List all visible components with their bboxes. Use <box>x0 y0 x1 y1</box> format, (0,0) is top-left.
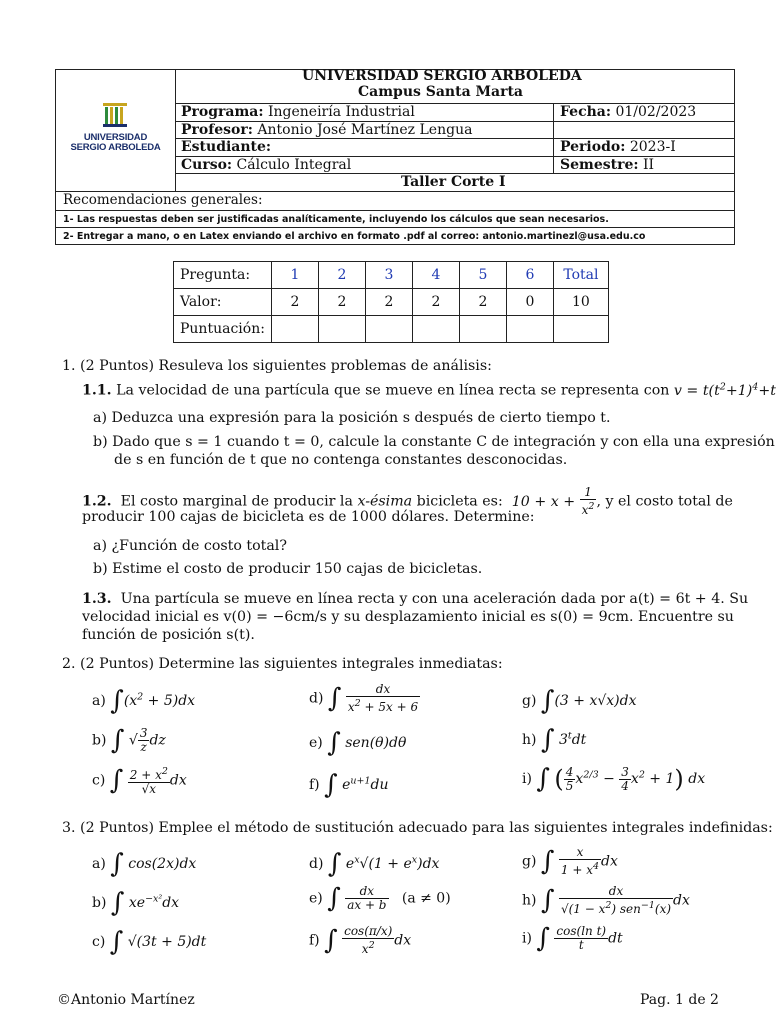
p12-text3: , y el costo total de <box>596 493 733 510</box>
question-number: 4 <box>412 262 459 289</box>
taller-title: Taller Corte I <box>401 174 506 190</box>
q2-item-g: g) ∫(3 + x√x)dx <box>522 686 637 716</box>
value-cell: 0 <box>506 289 553 316</box>
q3-item-g: g) ∫ $\frac{x}{1 + x^4}$ dx <box>522 845 618 877</box>
estudiante-label: Estudiante: <box>181 139 272 155</box>
fecha-label: Fecha: <box>560 104 612 120</box>
q3-intro: 3. (2 Puntos) Emplee el método de sustitución adecuado para las siguientes integrales indefinidas: <box>62 820 773 836</box>
q3-item-c: c) ∫ √(3t + 5)dt <box>92 927 207 957</box>
score-cell[interactable] <box>271 316 318 343</box>
p11-b2: de s en función de t que no contenga constantes desconocidas. <box>114 452 568 468</box>
p11-formula: $v = t(t^2+1)^4+t$ <box>673 381 776 399</box>
q3-item-d: d) ∫ $e^x√(1 + e^x)dx$ <box>309 849 440 879</box>
university-name: UNIVERSIDAD SERGIO ARBOLEDA <box>302 68 582 84</box>
p12-text2: bicicleta es: <box>416 493 503 510</box>
q2-item-h: h) ∫ 3$^t$dt <box>522 725 587 755</box>
value-cell: 2 <box>365 289 412 316</box>
question-number: 1 <box>271 262 318 289</box>
logo-text-line1: UNIVERSIDAD <box>83 132 148 143</box>
p11-label: 1.1. <box>82 382 112 399</box>
value-cell: 2 <box>459 289 506 316</box>
curso-value: Cálculo Integral <box>236 157 352 173</box>
q2-item-b: b) ∫ √ $\frac{3}{z}$ dz <box>92 725 166 756</box>
value-cell: 2 <box>271 289 318 316</box>
q2-item-e: e) ∫ sen(θ)dθ <box>309 728 407 758</box>
score-cell[interactable] <box>459 316 506 343</box>
profesor-value: Antonio José Martínez Lengua <box>257 122 473 138</box>
q2-item-i: i) ∫ ( $\frac{4}{5}$ $x^{2/3}$ − $\frac{3}{4}$ $x^2 + 1$) dx <box>522 764 706 794</box>
q1-intro: 1. (2 Puntos) Resuleva los siguientes problemas de análisis: <box>62 358 492 374</box>
logo-text-line2: SERGIO ARBOLEDA <box>70 142 161 153</box>
q3-e-condition: (a ≠ 0) <box>401 890 451 907</box>
periodo-label: Periodo: <box>560 139 626 155</box>
row-label: Puntuación: <box>174 316 272 343</box>
score-table <box>173 261 609 343</box>
p12-line2: producir 100 cajas de bicicleta es de 1000 dólares. Determine: <box>82 509 535 525</box>
question-number: 3 <box>365 262 412 289</box>
score-cell[interactable] <box>412 316 459 343</box>
q3-item-f: f) ∫ $\frac{\cos(\pi/x)}{x^2}$ dx <box>309 924 412 956</box>
table-row <box>174 289 609 316</box>
score-cell[interactable] <box>506 316 553 343</box>
row-label: Pregunta: <box>174 262 272 289</box>
semestre-label: Semestre: <box>560 157 639 173</box>
q3-item-h: h) ∫ $\frac{dx}{√(1 - x^2) sen^{-1}(x)}$ dx <box>522 884 690 916</box>
q3-item-e: e) ∫ $\frac{dx}{ax + b}$ (a ≠ 0) <box>309 883 451 914</box>
q3-item-b: b) ∫ $xe^{-x^2}dx$ <box>92 888 180 918</box>
recommendation-2: 2- Entregar a mano, o en Latex enviando el archivo en formato .pdf al correo: antonio.martinezl@usa.edu.co <box>63 231 646 242</box>
fecha-value: 01/02/2023 <box>615 104 697 120</box>
recommendation-1: 1- Las respuestas deben ser justificadas analíticamente, incluyendo los cálculos que sean necesarios. <box>63 214 609 225</box>
q2-item-c: c) ∫ $\frac{2 + x^2}{√x}$ dx <box>92 765 187 796</box>
p13-line3: función de posición s(t). <box>82 627 255 643</box>
p12-xesima: x-ésima <box>357 493 413 510</box>
q2-item-f: f) ∫ $e^{u+1}du$ <box>309 770 389 800</box>
header-table <box>55 69 735 245</box>
question-number: 2 <box>318 262 365 289</box>
university-shield-icon <box>102 102 128 130</box>
value-cell: 2 <box>318 289 365 316</box>
q3-item-a: a) ∫ cos(2x)dx <box>92 849 197 879</box>
p12-a: a) ¿Función de costo total? <box>93 538 287 554</box>
q2-item-a: a) $\int(x^2 + 5)dx$ <box>92 686 196 716</box>
semestre-value: II <box>643 157 655 173</box>
p13-line2: velocidad inicial es v(0) = −6cm/s y su desplazamiento inicial es s(0) = 9cm. Encuentre su <box>82 609 734 625</box>
table-row <box>174 316 609 343</box>
question-number: 6 <box>506 262 553 289</box>
value-cell: 2 <box>412 289 459 316</box>
p12-text1: El costo marginal de producir la <box>120 493 353 510</box>
p11-a: a) Deduzca una expresión para la posición s después de cierto tiempo t. <box>93 410 611 426</box>
value-cell: 10 <box>553 289 608 316</box>
p11-text: La velocidad de una partícula que se mueve en línea recta se representa con <box>116 382 670 399</box>
footer-page-number: Pag. 1 de 2 <box>640 992 719 1008</box>
university-logo <box>56 70 176 191</box>
row-label: Valor: <box>174 289 272 316</box>
programa-value: Ingeneiría Industrial <box>267 104 415 120</box>
score-cell[interactable] <box>365 316 412 343</box>
p11-b1: b) Dado que s = 1 cuando t = 0, calcule la constante C de integración y con ella una expresión <box>93 434 775 450</box>
q2-intro: 2. (2 Puntos) Determine las siguientes integrales inmediatas: <box>62 656 503 672</box>
curso-label: Curso: <box>181 157 233 173</box>
table-row <box>174 262 609 289</box>
score-cell[interactable] <box>318 316 365 343</box>
periodo-value: 2023-I <box>629 139 676 155</box>
recommendations-title: Recomendaciones generales: <box>63 192 263 208</box>
p12-b: b) Estime el costo de producir 150 cajas de bicicletas. <box>93 561 483 577</box>
campus-name: Campus Santa Marta <box>358 84 524 100</box>
q3-item-i: i) ∫ $\frac{\text{cos(ln t)}}{t}$ dt <box>522 923 623 954</box>
p12-label: 1.2. <box>82 493 112 510</box>
p13-line1: Una partícula se mueve en línea recta y con una aceleración dada por a(t) = 6t + 4. Su <box>120 591 749 607</box>
q2-item-d: d) ∫ $\frac{dx}{x^2 + 5x + 6}$ <box>309 682 419 714</box>
total-header: Total <box>553 262 608 289</box>
question-number: 5 <box>459 262 506 289</box>
score-cell[interactable] <box>553 316 608 343</box>
p12-formula: 10 + x + $\frac{1}{x^2}$ <box>507 485 595 517</box>
programa-label: Programa: <box>181 104 264 120</box>
footer-author: ©Antonio Martínez <box>57 992 195 1008</box>
profesor-label: Profesor: <box>181 122 253 138</box>
p13-label: 1.3. <box>82 591 112 607</box>
